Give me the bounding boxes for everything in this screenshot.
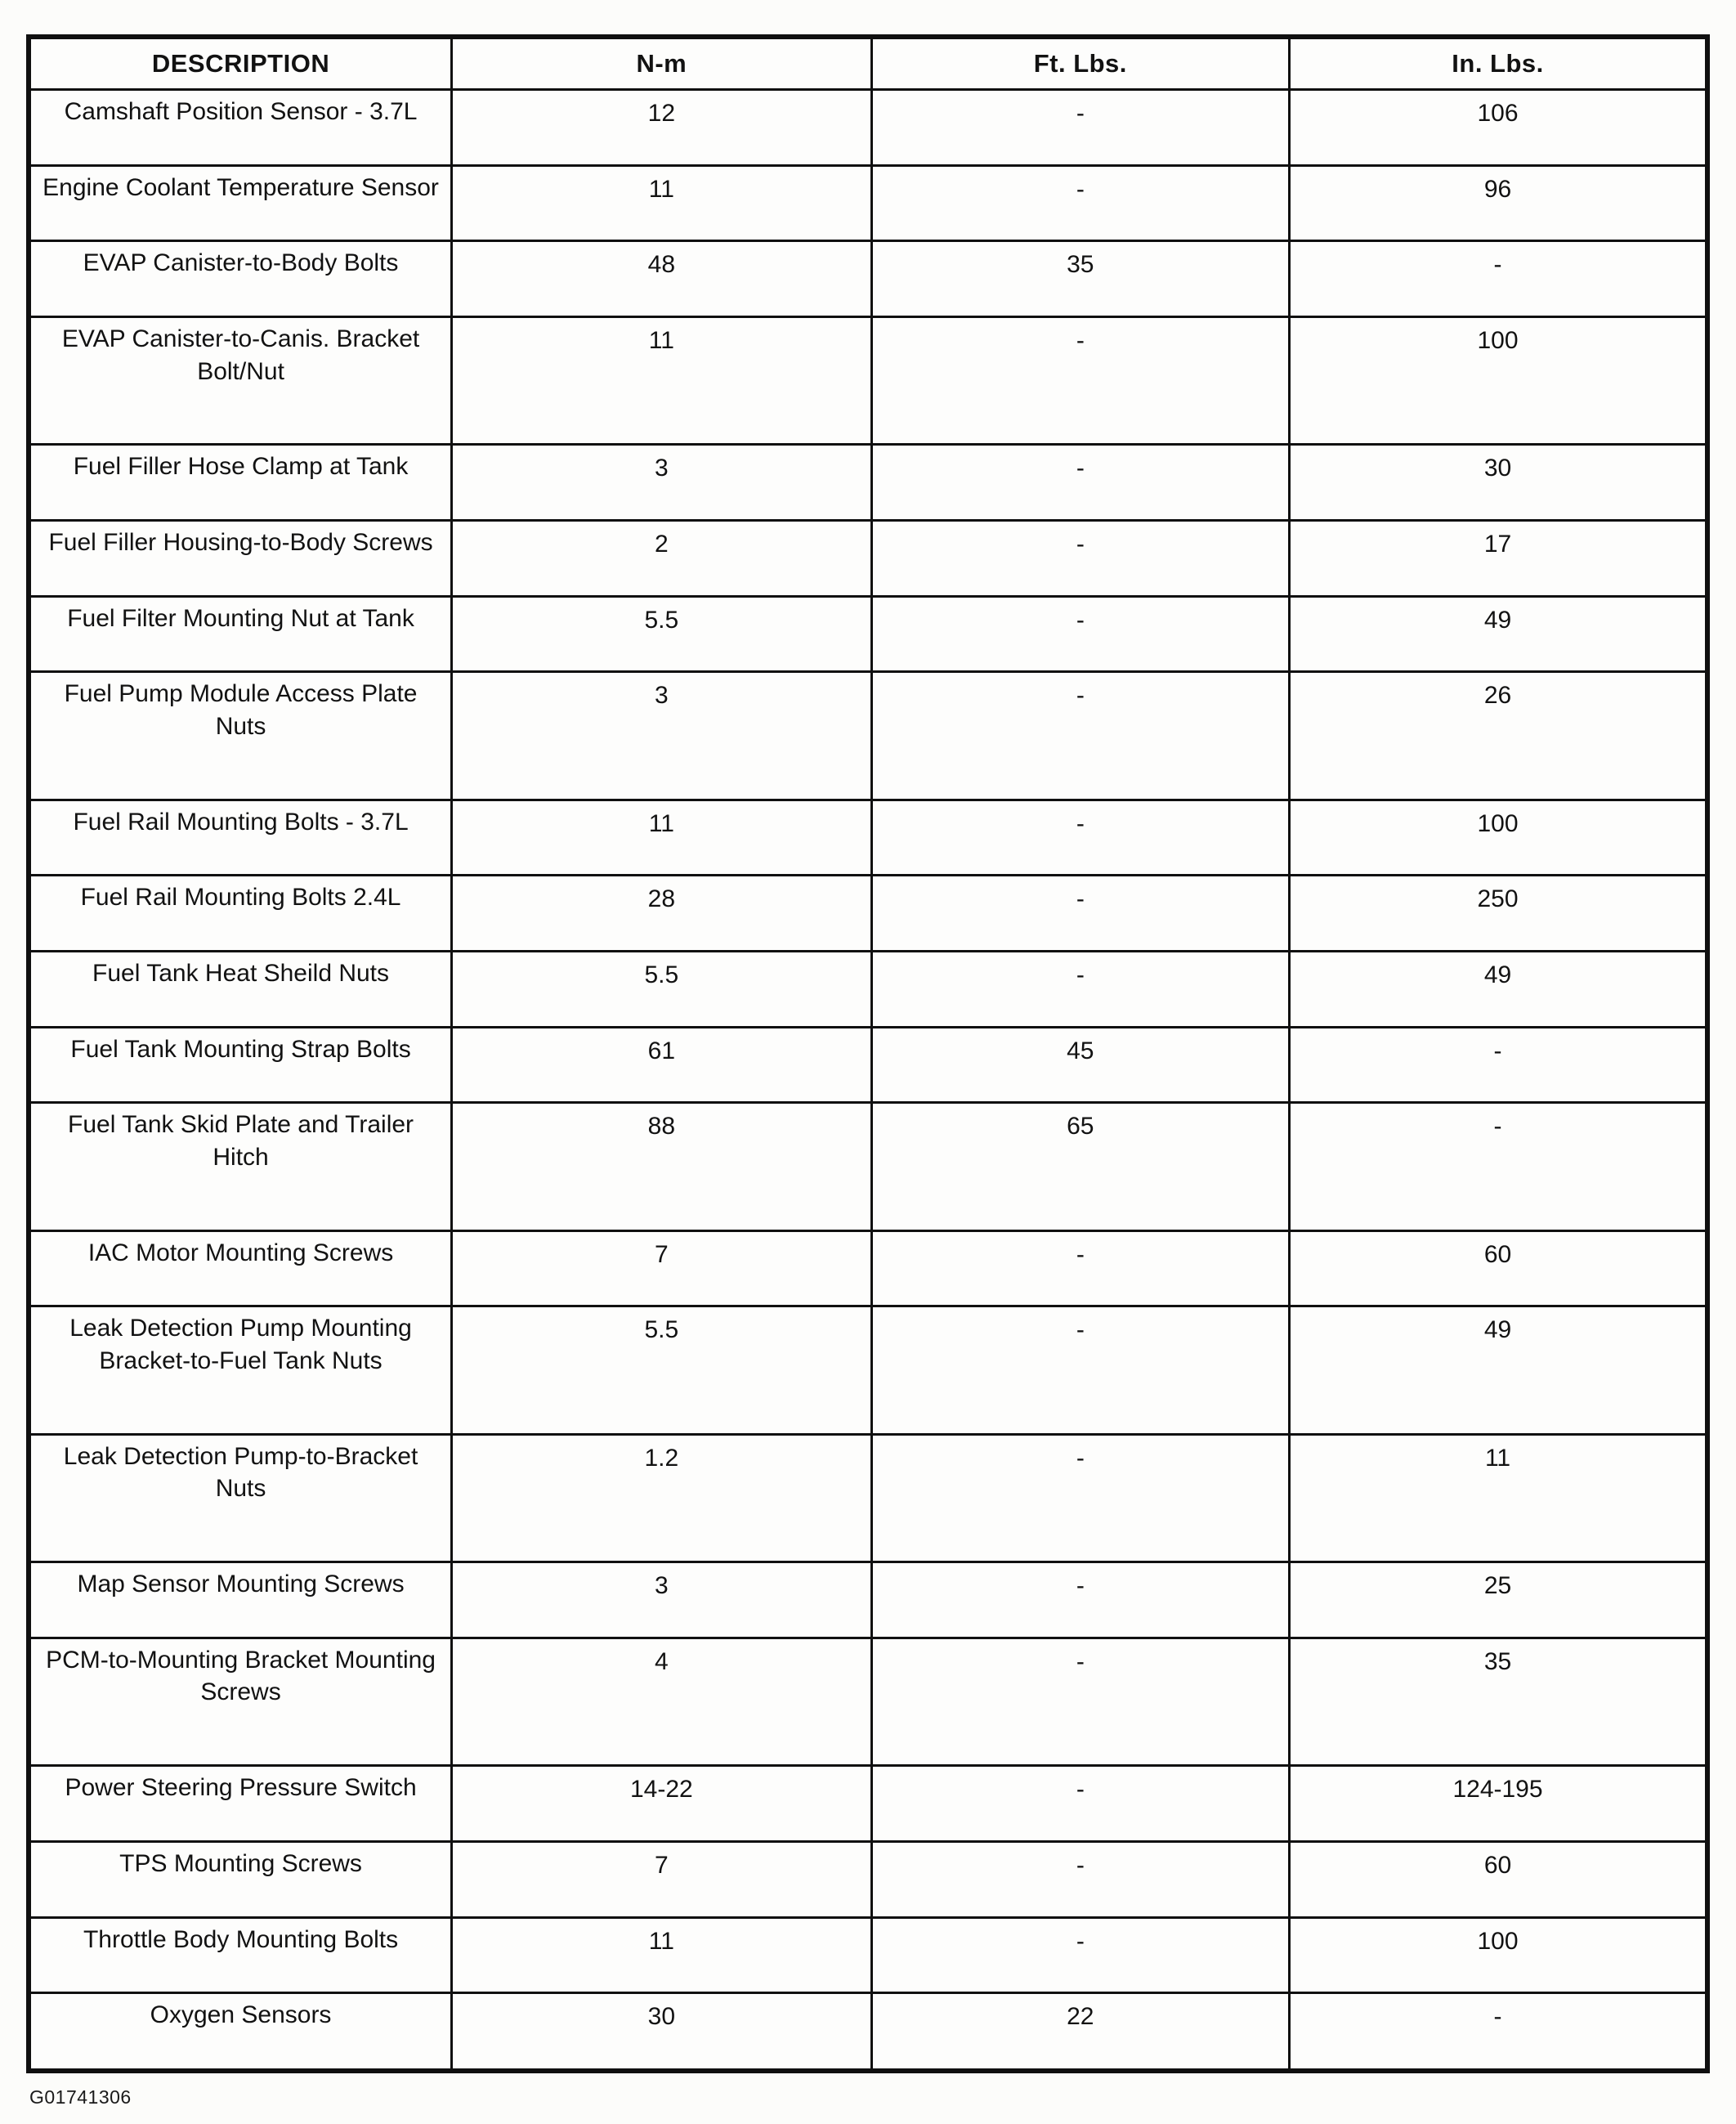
table-row	[29, 1306, 1707, 1434]
description-cell: Fuel Rail Mounting Bolts 2.4L	[29, 876, 452, 952]
ftlbs-value-cell: 22	[871, 1993, 1289, 2071]
description-cell: Power Steering Pressure Switch	[29, 1766, 452, 1842]
inlbs-value-cell: 60	[1290, 1841, 1707, 1917]
table-row	[29, 521, 1707, 597]
description-cell: Fuel Tank Heat Sheild Nuts	[29, 952, 452, 1028]
table-body	[29, 90, 1707, 2072]
ftlbs-value-cell: -	[871, 800, 1289, 876]
ftlbs-value-cell: -	[871, 1230, 1289, 1306]
table-row	[29, 445, 1707, 521]
table-row	[29, 90, 1707, 166]
nm-value-cell: 3	[452, 445, 872, 521]
ftlbs-value-cell: -	[871, 1562, 1289, 1638]
description-cell: Fuel Tank Skid Plate and Trailer Hitch	[29, 1103, 452, 1230]
ftlbs-value-cell: -	[871, 876, 1289, 952]
column-header-ftlbs: Ft. Lbs.	[871, 37, 1289, 90]
nm-value-cell: 3	[452, 1562, 872, 1638]
ftlbs-value-cell: -	[871, 521, 1289, 597]
table-row	[29, 1103, 1707, 1230]
ftlbs-value-cell: -	[871, 1434, 1289, 1562]
inlbs-value-cell: 124-195	[1290, 1766, 1707, 1842]
table-row	[29, 596, 1707, 672]
table-header	[29, 37, 1707, 90]
inlbs-value-cell: 25	[1290, 1562, 1707, 1638]
ftlbs-value-cell: -	[871, 1766, 1289, 1842]
ftlbs-value-cell: -	[871, 952, 1289, 1028]
nm-value-cell: 5.5	[452, 1306, 872, 1434]
nm-value-cell: 11	[452, 800, 872, 876]
ftlbs-value-cell: -	[871, 445, 1289, 521]
nm-value-cell: 3	[452, 672, 872, 800]
table-row	[29, 1917, 1707, 1993]
torque-spec-table	[26, 34, 1710, 2073]
ftlbs-value-cell: 35	[871, 241, 1289, 317]
description-cell: Fuel Tank Mounting Strap Bolts	[29, 1027, 452, 1103]
description-cell: Camshaft Position Sensor - 3.7L	[29, 90, 452, 166]
inlbs-value-cell: 49	[1290, 596, 1707, 672]
inlbs-value-cell: 26	[1290, 672, 1707, 800]
description-cell: EVAP Canister-to-Canis. Bracket Bolt/Nut	[29, 316, 452, 444]
table-row	[29, 1841, 1707, 1917]
description-cell: Throttle Body Mounting Bolts	[29, 1917, 452, 1993]
nm-value-cell: 12	[452, 90, 872, 166]
inlbs-value-cell: 106	[1290, 90, 1707, 166]
ftlbs-value-cell: -	[871, 1841, 1289, 1917]
description-cell: PCM-to-Mounting Bracket Mounting Screws	[29, 1638, 452, 1765]
description-cell: Fuel Filler Housing-to-Body Screws	[29, 521, 452, 597]
description-cell: EVAP Canister-to-Body Bolts	[29, 241, 452, 317]
table-row	[29, 1230, 1707, 1306]
nm-value-cell: 7	[452, 1841, 872, 1917]
table-row	[29, 800, 1707, 876]
description-cell: IAC Motor Mounting Screws	[29, 1230, 452, 1306]
nm-value-cell: 11	[452, 316, 872, 444]
ftlbs-value-cell: -	[871, 672, 1289, 800]
nm-value-cell: 4	[452, 1638, 872, 1765]
table-header-row	[29, 37, 1707, 90]
inlbs-value-cell: 30	[1290, 445, 1707, 521]
inlbs-value-cell: 35	[1290, 1638, 1707, 1765]
description-cell: Leak Detection Pump-to-Bracket Nuts	[29, 1434, 452, 1562]
nm-value-cell: 2	[452, 521, 872, 597]
nm-value-cell: 5.5	[452, 952, 872, 1028]
nm-value-cell: 28	[452, 876, 872, 952]
table-row	[29, 1638, 1707, 1765]
nm-value-cell: 5.5	[452, 596, 872, 672]
nm-value-cell: 48	[452, 241, 872, 317]
ftlbs-value-cell: -	[871, 90, 1289, 166]
inlbs-value-cell: -	[1290, 1103, 1707, 1230]
inlbs-value-cell: -	[1290, 1027, 1707, 1103]
nm-value-cell: 1.2	[452, 1434, 872, 1562]
nm-value-cell: 11	[452, 1917, 872, 1993]
column-header-description: DESCRIPTION	[29, 37, 452, 90]
nm-value-cell: 30	[452, 1993, 872, 2071]
ftlbs-value-cell: -	[871, 316, 1289, 444]
ftlbs-value-cell: -	[871, 596, 1289, 672]
table-row	[29, 1993, 1707, 2071]
ftlbs-value-cell: -	[871, 1306, 1289, 1434]
table-row	[29, 952, 1707, 1028]
inlbs-value-cell: 250	[1290, 876, 1707, 952]
inlbs-value-cell: 11	[1290, 1434, 1707, 1562]
description-cell: Leak Detection Pump Mounting Bracket-to-Fuel Tank Nuts	[29, 1306, 452, 1434]
inlbs-value-cell: 96	[1290, 165, 1707, 241]
inlbs-value-cell: 100	[1290, 800, 1707, 876]
table-row	[29, 1766, 1707, 1842]
inlbs-value-cell: 60	[1290, 1230, 1707, 1306]
table-row	[29, 1434, 1707, 1562]
nm-value-cell: 14-22	[452, 1766, 872, 1842]
inlbs-value-cell: 17	[1290, 521, 1707, 597]
nm-value-cell: 61	[452, 1027, 872, 1103]
nm-value-cell: 11	[452, 165, 872, 241]
ftlbs-value-cell: -	[871, 1638, 1289, 1765]
description-cell: Fuel Filter Mounting Nut at Tank	[29, 596, 452, 672]
ftlbs-value-cell: -	[871, 1917, 1289, 1993]
description-cell: Oxygen Sensors	[29, 1993, 452, 2071]
description-cell: Fuel Filler Hose Clamp at Tank	[29, 445, 452, 521]
table-row	[29, 316, 1707, 444]
description-cell: Fuel Pump Module Access Plate Nuts	[29, 672, 452, 800]
ftlbs-value-cell: 65	[871, 1103, 1289, 1230]
description-cell: Fuel Rail Mounting Bolts - 3.7L	[29, 800, 452, 876]
table-row	[29, 1027, 1707, 1103]
ftlbs-value-cell: -	[871, 165, 1289, 241]
table-row	[29, 241, 1707, 317]
figure-id-label: G01741306	[29, 2086, 132, 2108]
table-row	[29, 876, 1707, 952]
inlbs-value-cell: 100	[1290, 316, 1707, 444]
description-cell: Map Sensor Mounting Screws	[29, 1562, 452, 1638]
nm-value-cell: 88	[452, 1103, 872, 1230]
ftlbs-value-cell: 45	[871, 1027, 1289, 1103]
table-row	[29, 1562, 1707, 1638]
description-cell: Engine Coolant Temperature Sensor	[29, 165, 452, 241]
table-row	[29, 672, 1707, 800]
nm-value-cell: 7	[452, 1230, 872, 1306]
column-header-inlbs: In. Lbs.	[1290, 37, 1707, 90]
inlbs-value-cell: -	[1290, 1993, 1707, 2071]
inlbs-value-cell: 49	[1290, 952, 1707, 1028]
inlbs-value-cell: 100	[1290, 1917, 1707, 1993]
inlbs-value-cell: 49	[1290, 1306, 1707, 1434]
description-cell: TPS Mounting Screws	[29, 1841, 452, 1917]
inlbs-value-cell: -	[1290, 241, 1707, 317]
table-row	[29, 165, 1707, 241]
column-header-nm: N-m	[452, 37, 872, 90]
